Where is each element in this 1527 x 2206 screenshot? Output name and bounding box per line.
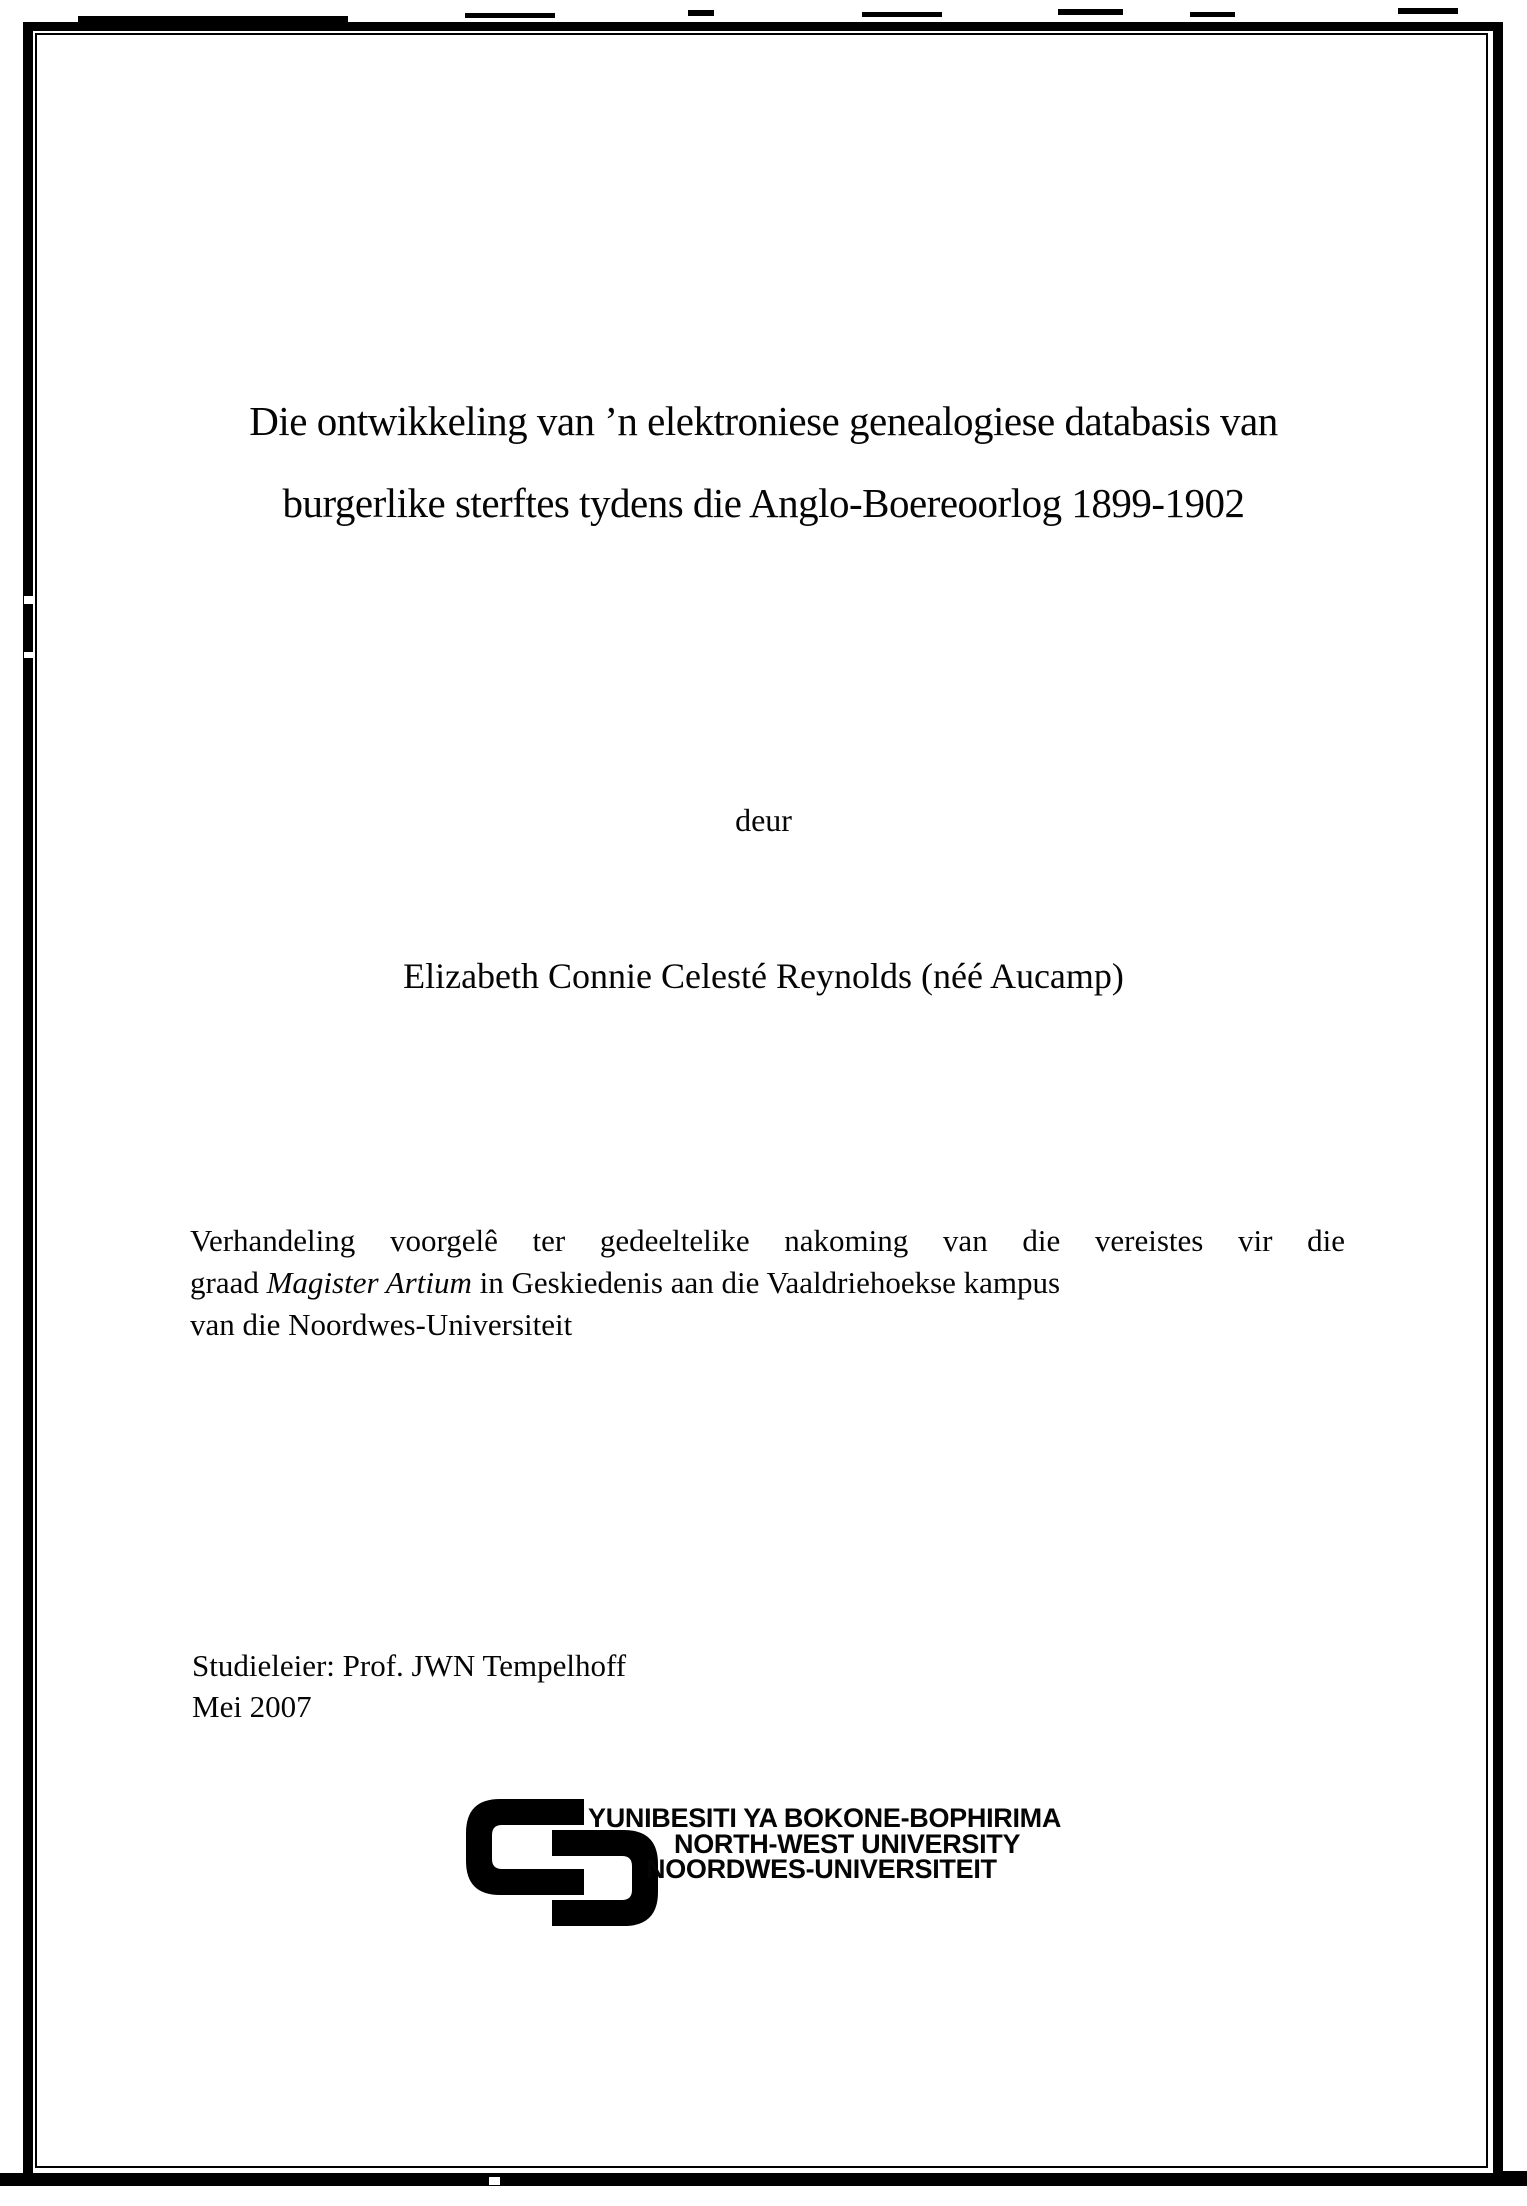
thesis-title-line2: burgerlike sterftes tydens die Anglo-Boereoorlog 1899-1902 bbox=[282, 480, 1245, 526]
scan-artifact bbox=[1398, 8, 1458, 14]
degree-statement bbox=[190, 1220, 1345, 1346]
supervisor-block bbox=[192, 1645, 626, 1727]
thesis-title bbox=[0, 380, 1527, 544]
scan-artifact bbox=[688, 10, 714, 16]
scan-artifact bbox=[24, 652, 34, 658]
scan-artifact bbox=[0, 2173, 40, 2186]
scan-artifact bbox=[465, 13, 555, 18]
degree-statement-line2-prefix: graad bbox=[190, 1265, 267, 1300]
university-name-setswana: YUNIBESITI YA BOKONE-BOPHIRIMA bbox=[588, 1803, 1062, 1833]
scan-artifact bbox=[1190, 12, 1235, 17]
degree-name-italic: Magister Artium bbox=[266, 1265, 472, 1300]
scan-artifact bbox=[862, 12, 942, 17]
university-name-english: NORTH-WEST UNIVERSITY bbox=[674, 1829, 1021, 1859]
supervisor-line: Studieleier: Prof. JWN Tempelhoff bbox=[192, 1648, 627, 1683]
thesis-title-line1: Die ontwikkeling van ’n elektroniese genealogiese databasis van bbox=[249, 398, 1278, 444]
date-line: Mei 2007 bbox=[192, 1689, 312, 1724]
scan-artifact bbox=[1500, 2171, 1527, 2186]
university-name-afrikaans: NOORDWES-UNIVERSITEIT bbox=[646, 1854, 997, 1884]
scan-artifact bbox=[1058, 9, 1123, 15]
degree-statement-line1: Verhandeling voorgelê ter gedeeltelike nakoming van die vereistes vir die bbox=[190, 1223, 1345, 1258]
degree-statement-line2-suffix: in Geskiedenis aan die Vaaldriehoekse kampus bbox=[471, 1265, 1061, 1300]
scan-artifact bbox=[489, 2177, 500, 2185]
scan-artifact bbox=[78, 16, 348, 24]
byline-preposition: deur bbox=[735, 802, 792, 838]
degree-statement-line2 bbox=[190, 1262, 1345, 1304]
author-name: Elizabeth Connie Celesté Reynolds (néé Aucamp) bbox=[403, 956, 1124, 996]
scan-artifact bbox=[24, 596, 34, 604]
degree-statement-line3: van die Noordwes-Universiteit bbox=[190, 1307, 573, 1342]
